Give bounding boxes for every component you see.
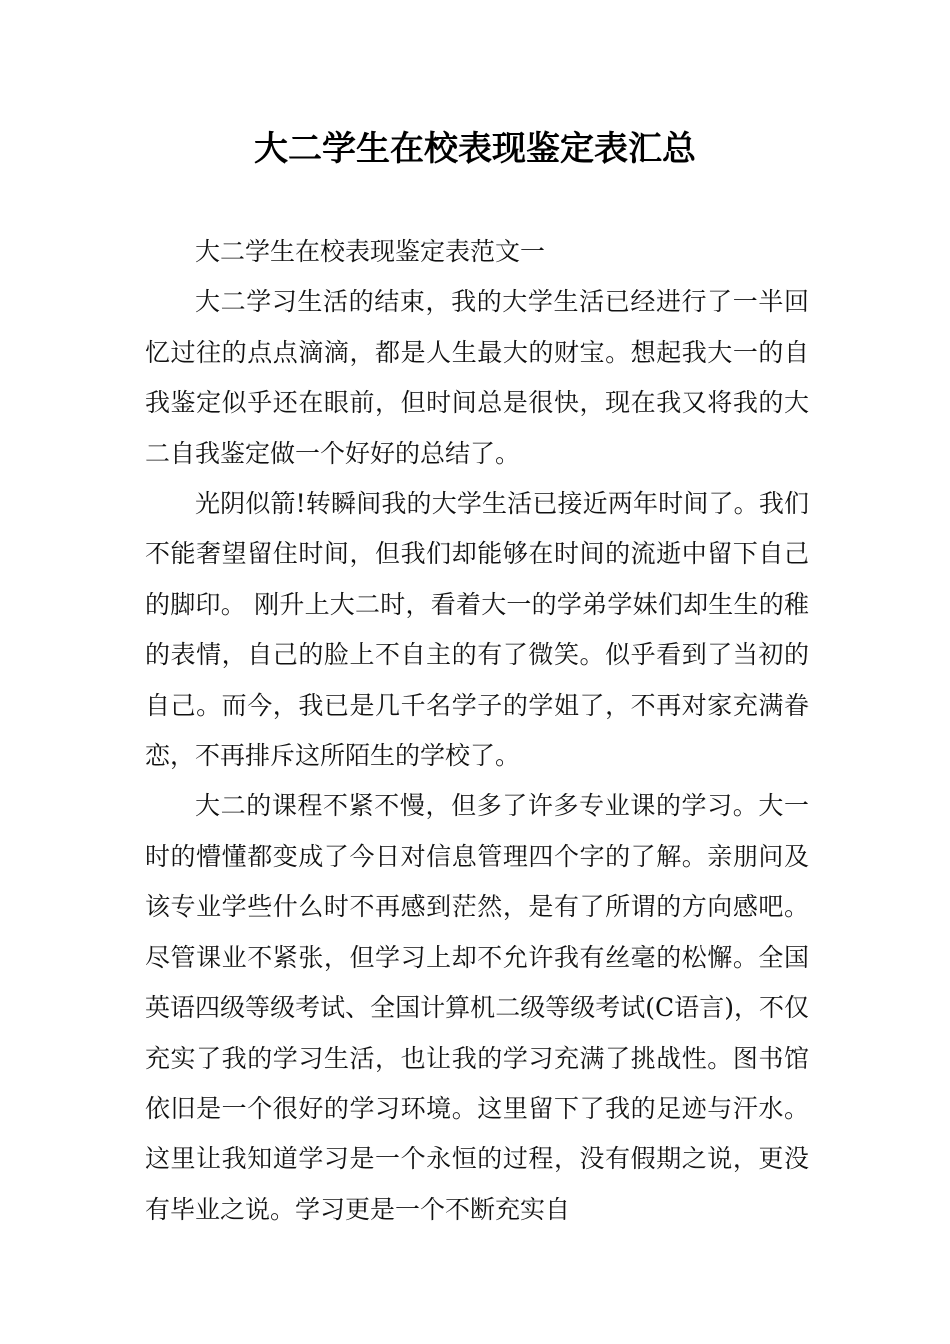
paragraph: 光阴似箭!转瞬间我的大学生活已接近两年时间了。我们不能奢望留住时间，但我们却能够在时间的流逝中留下自己的脚印。 刚升上大二时，看着大一的学弟学妹们却生生的稚的表情，自己的脸上不自主的有了微笑。似乎看到了当初的自己。而今，我已是几千名学子的学姐了，不再对家充满眷恋，不再排斥这所陌生的学校了。 xyxy=(145,489,809,771)
paragraph: 大二学习生活的结束，我的大学生活已经进行了一半回忆过往的点点滴滴，都是人生最大的财宝。想起我大一的自我鉴定似乎还在眼前，但时间总是很快，现在我又将我的大二自我鉴定做一个好好的总结了。 xyxy=(145,287,809,468)
page-title: 大二学生在校表现鉴定表汇总 xyxy=(254,129,696,169)
document-body xyxy=(145,227,809,1235)
section-heading: 大二学生在校表现鉴定表范文一 xyxy=(195,237,546,266)
paragraph: 大二的课程不紧不慢，但多了许多专业课的学习。大一时的懵懂都变成了今日对信息管理四个字的了解。亲朋问及该专业学些什么时不再感到茫然，是有了所谓的方向感吧。尽管课业不紧张，但学习上却不允许我有丝毫的松懈。全国英语四级等级考试、全国计算机二级等级考试(C语言)，不仅充实了我的学习生活，也让我的学习充满了挑战性。图书馆依旧是一个很好的学习环境。这里留下了我的足迹与汗水。这里让我知道学习是一个永恒的过程，没有假期之说，更没有毕业之说。学习更是一个不断充实自 xyxy=(145,791,809,1224)
